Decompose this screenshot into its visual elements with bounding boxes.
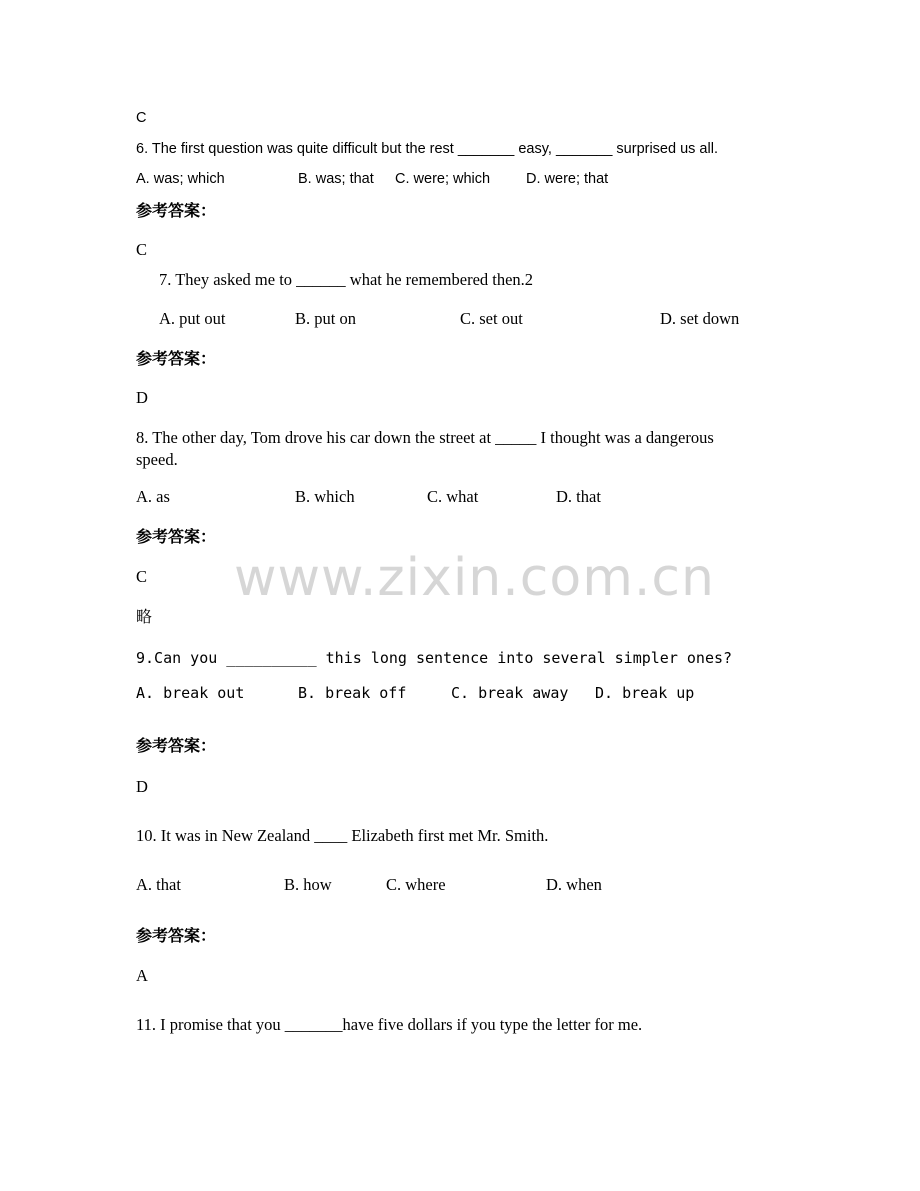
q7-answer-header: 参考答案： bbox=[136, 349, 217, 368]
q9-option-d: D. break up bbox=[595, 684, 695, 702]
q6-option-b: B. was; that bbox=[298, 171, 374, 187]
q6-option-c: C. were; which bbox=[395, 171, 491, 187]
q8-option-d: D. that bbox=[556, 487, 601, 506]
q10-option-d: D. when bbox=[546, 875, 602, 894]
q7-option-a: A. put out bbox=[159, 309, 226, 328]
q8-note: 略 bbox=[136, 607, 153, 626]
q10-stem: 10. It was in New Zealand ____ Elizabeth first met Mr. Smith. bbox=[136, 826, 549, 845]
q8-stem-line2: speed. bbox=[136, 450, 178, 469]
q7-option-d: D. set down bbox=[660, 309, 740, 328]
q7-answer: D bbox=[136, 388, 148, 407]
q6-option-d: D. were; that bbox=[526, 171, 609, 187]
watermark: www.zixin.com.cn bbox=[234, 548, 715, 608]
q7-option-c: C. set out bbox=[460, 309, 523, 328]
q8-option-b: B. which bbox=[295, 487, 355, 506]
q8-stem-line1: 8. The other day, Tom drove his car down the street at _____ I thought was a dangerous bbox=[136, 428, 714, 447]
q10-answer-header: 参考答案： bbox=[136, 926, 217, 945]
q6-stem: 6. The first question was quite difficult but the rest _______ easy, _______ surprised us all. bbox=[136, 141, 718, 157]
q5-answer: C bbox=[136, 110, 147, 126]
q7-option-b: B. put on bbox=[295, 309, 356, 328]
q9-option-c: C. break away bbox=[451, 684, 569, 702]
q6-answer-header: 参考答案： bbox=[136, 201, 217, 220]
q7-stem: 7. They asked me to ______ what he remembered then.2 bbox=[159, 270, 534, 289]
q10-option-c: C. where bbox=[386, 875, 446, 894]
q8-answer-header: 参考答案： bbox=[136, 527, 217, 546]
q11-stem: 11. I promise that you _______have five dollars if you type the letter for me. bbox=[136, 1015, 643, 1034]
q8-option-a: A. as bbox=[136, 487, 170, 506]
q9-option-b: B. break off bbox=[298, 684, 407, 702]
q8-answer: C bbox=[136, 567, 148, 586]
q10-option-a: A. that bbox=[136, 875, 181, 894]
q9-answer-header: 参考答案： bbox=[136, 736, 217, 755]
q10-option-b: B. how bbox=[284, 875, 332, 894]
q9-stem: 9.Can you __________ this long sentence into several simpler ones? bbox=[136, 649, 733, 667]
q10-answer: A bbox=[136, 966, 148, 985]
q6-answer: C bbox=[136, 240, 148, 259]
q9-answer: D bbox=[136, 777, 148, 796]
q6-option-a: A. was; which bbox=[136, 171, 225, 187]
q8-option-c: C. what bbox=[427, 487, 479, 506]
q9-option-a: A. break out bbox=[136, 684, 245, 702]
